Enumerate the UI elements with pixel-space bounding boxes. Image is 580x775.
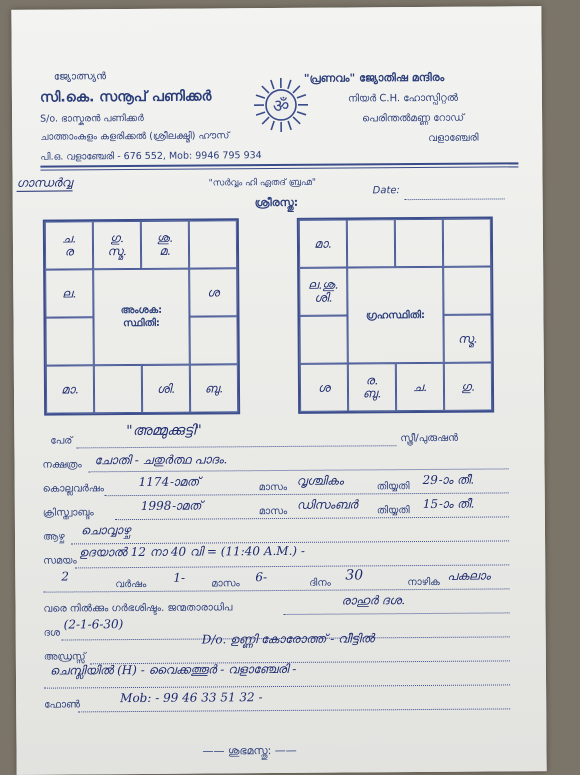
christ-label: ക്രിസ്ത്വാബ്ദം	[43, 507, 94, 518]
amsaka-cell	[189, 220, 237, 268]
graha-cell	[443, 219, 491, 267]
kollam-label: കൊല്ലവർഷം	[43, 483, 104, 494]
phone-label: ഫോൺ	[44, 699, 80, 710]
sreerasthu: ശ്രീരസ്തു:	[255, 196, 299, 210]
christ-date: 15-ാം തീ.	[423, 497, 475, 512]
dasa-label: ദശ	[44, 628, 60, 639]
astrologer-address: പി.ഒ. വളാഞ്ചേരി - 676 552, Mob: 9946 795 934	[40, 150, 261, 163]
kollam-value: 1174-ാമത്	[139, 475, 200, 490]
amsaka-cell: ച. ര	[45, 221, 93, 269]
address-line2-rule	[44, 684, 510, 688]
naazhika-label: നാഴിക	[407, 577, 440, 588]
month-label: മാസം	[211, 578, 239, 589]
christ-month: ഡിസംബർ	[297, 497, 358, 512]
graha-cell: ച.	[396, 363, 444, 411]
dasa-value: (2-1-6-30)	[64, 617, 124, 631]
star-value: ചോതി - ചതുർത്ഥ പാദം.	[94, 452, 227, 468]
christ-date-label: തിയ്യതി	[377, 505, 410, 516]
amsaka-cell: ല.	[45, 269, 93, 317]
graha-center: ഗ്രഹസ്ഥിതി:	[347, 267, 444, 364]
graha-cell: മാ.	[299, 220, 347, 268]
kollam-date: 29-ാം തീ.	[423, 473, 475, 488]
address-line2: ചെമ്പ്ലിയിൽ (H) - വൈക്കത്തൂർ - വളാഞ്ചേരി -	[50, 662, 296, 679]
graha-cell	[443, 267, 491, 315]
astrologer-name: സി.കെ. സനൂപ് പണിക്കർ	[40, 88, 212, 105]
amsaka-cell	[94, 365, 142, 413]
date-line	[405, 198, 505, 200]
graha-cell: ല.ശു. ശി.	[299, 268, 347, 316]
day-value: ചൊവ്വാഴ്ച	[81, 523, 130, 538]
astrologer-house: ചാത്താംകുളം കളരിക്കൽ (ശ്രീലക്ഷ്മി) ഹൗസ്	[40, 130, 229, 142]
balance-line	[43, 588, 509, 592]
balance-prefix: 2	[61, 569, 69, 583]
remaining-label: വരെ നിൽക്കും ഗർഭശിഷ്ടം. ജന്മതാരാധിപ	[43, 602, 232, 614]
day-label: ആഴ്ച	[43, 532, 65, 543]
amsaka-chart	[43, 218, 240, 415]
amsaka-cell: ഗു. സ്മ.	[93, 221, 141, 269]
motto: "സർവ്വം ഹി ഏതദ് ബ്രഹ്മ"	[209, 178, 317, 189]
svg-text:ॐ: ॐ	[273, 96, 290, 117]
amsaka-cell: ശ	[189, 268, 237, 316]
graha-cell: ഗു.	[444, 363, 492, 411]
amsaka-cell: മാ.	[46, 365, 94, 413]
amsaka-cell: ബു.	[190, 364, 238, 412]
star-label: നക്ഷത്രം	[42, 459, 81, 470]
naazhika-value: പകലാം	[447, 569, 490, 584]
time-label: സമയം	[43, 555, 77, 566]
balance-month: 6-	[255, 570, 267, 584]
graha-cell	[299, 316, 347, 364]
year-label: വർഷം	[115, 579, 146, 590]
graha-chart	[297, 217, 494, 414]
name-value: "അമ്മുക്കുട്ടി"	[126, 423, 202, 440]
graha-cell: സ്മ.	[443, 315, 491, 363]
kollam-month-label: മാസം	[259, 482, 287, 493]
day-count-label: ദിനം	[309, 578, 330, 589]
phone-line	[78, 708, 510, 712]
christ-value: 1998-ാമത്	[141, 499, 202, 514]
christ-line	[115, 516, 509, 520]
astrologer-father: S/o. ഭാസ്കരൻ പണിക്കർ	[40, 113, 144, 125]
astrologer-title: ജ്യോത്സ്യൻ	[54, 71, 106, 82]
amsaka-cell	[45, 317, 93, 365]
graha-cell	[395, 219, 443, 267]
temple-line2: പെരിന്തൽമണ്ണ റോഡ്	[362, 113, 464, 125]
amsaka-center: അംശക: സ്ഥിതി:	[93, 269, 190, 366]
christ-month-label: മാസം	[259, 506, 287, 517]
kollam-line	[105, 492, 509, 496]
ruler-line	[284, 612, 510, 615]
address-label: അഡ്രസ്സ്	[44, 651, 86, 662]
footer-blessing: —— ശുഭമസ്തു: ——	[202, 744, 296, 759]
balance-year: 1-	[173, 571, 185, 585]
horoscope-sheet	[11, 6, 546, 775]
temple-line1: നിയർ C.H. ഹോസ്പിറ്റൽ	[348, 93, 458, 105]
kollam-date-label: തിയ്യതി	[377, 481, 410, 492]
name-label: പേര്	[50, 435, 72, 446]
time-value: ഉദയാൽ 12 നാ 40 വി = (11:40 A.M.) -	[79, 544, 305, 561]
time-line	[75, 564, 509, 568]
graha-cell: ശ	[300, 364, 348, 412]
balance-day: 30	[345, 567, 363, 583]
top-note: ഗാന്ധർവ്വ	[16, 175, 72, 191]
gender-label: സ്ത്രീ/പുരുഷൻ	[400, 433, 458, 444]
graha-cell: ര. ബു.	[348, 363, 396, 411]
temple-title: "പ്രണവം" ജ്യോതിഷ മന്ദിരം	[304, 71, 445, 86]
amsaka-cell: ശു. മ.	[141, 221, 189, 269]
date-label: Date:	[373, 185, 400, 196]
star-line	[89, 468, 509, 472]
temple-line3: വളാഞ്ചേരി	[428, 133, 478, 144]
name-line	[76, 445, 396, 448]
address-line1: D/o. ഉണ്ണി കോരോത്ത് - വീട്ടിൽ	[202, 631, 375, 647]
ruler-value: രാഹുർ ദശ.	[341, 593, 405, 608]
phone-value: Mob: - 99 46 33 51 32 -	[120, 690, 263, 705]
amsaka-cell: ശി.	[142, 365, 190, 413]
om-sun-icon	[252, 76, 310, 134]
kollam-month: വൃശ്ചികം	[297, 474, 344, 489]
amsaka-cell	[189, 316, 237, 364]
graha-cell	[347, 219, 395, 267]
